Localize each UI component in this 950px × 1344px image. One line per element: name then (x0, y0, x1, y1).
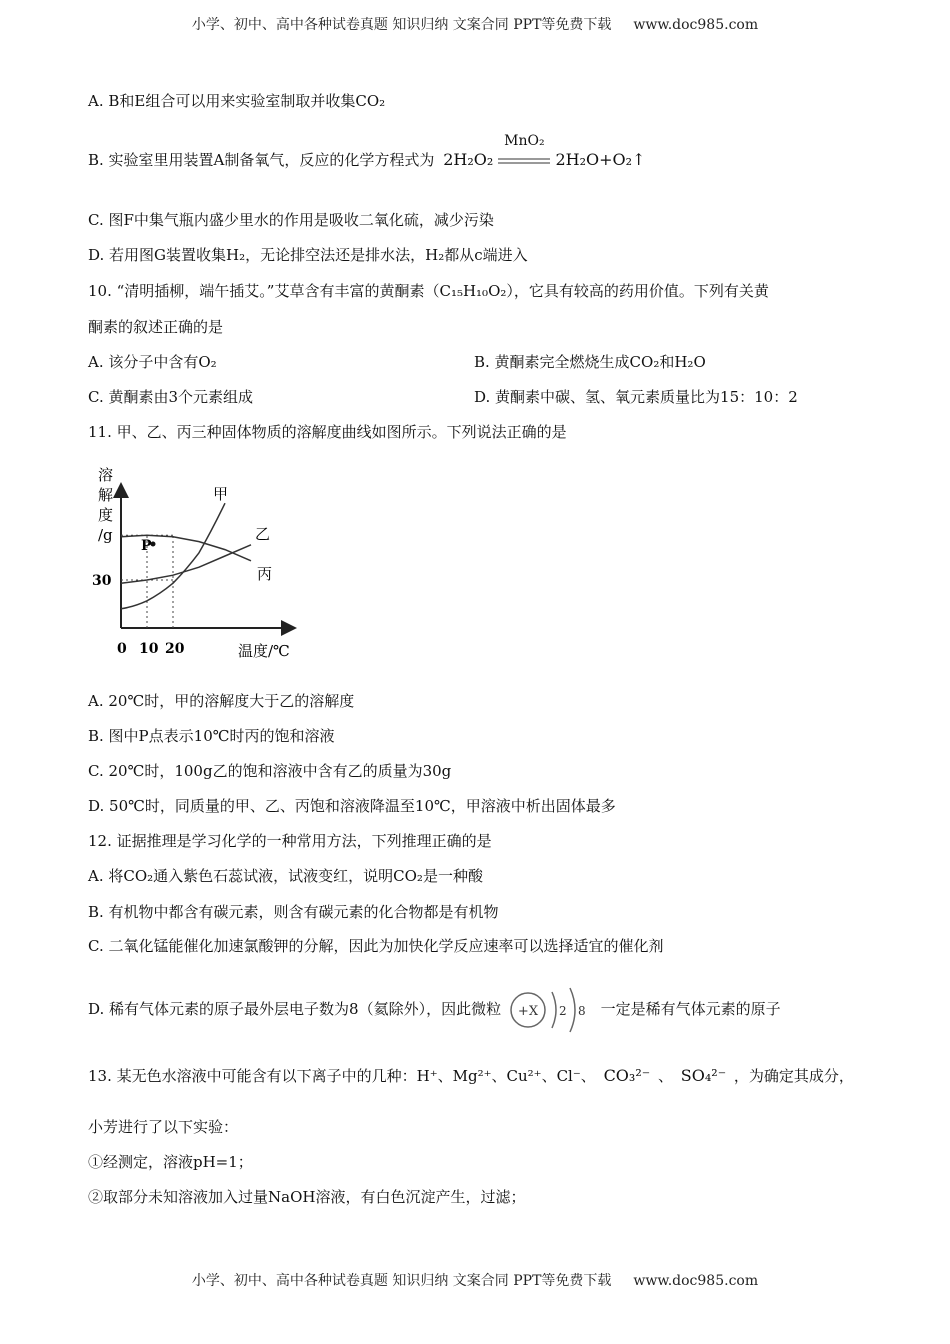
point-p-label: P (141, 538, 152, 554)
q10-option-b: B. 黄酮素完全燃烧生成CO₂和H₂O (474, 353, 706, 371)
q11-option-a: A. 20℃时，甲的溶解度大于乙的溶解度 (88, 692, 355, 710)
q12-option-b: B. 有机物中都含有碳元素，则含有碳元素的化合物都是有机物 (88, 903, 499, 921)
x-axis-label: 温度/℃ (238, 642, 290, 660)
x-tick-10: 10 (139, 641, 159, 657)
atom-nucleus-label: +X (517, 1004, 538, 1019)
q12-option-d (88, 984, 781, 1036)
atom-shell-2 (570, 988, 575, 1032)
y-tick-30: 30 (92, 573, 112, 589)
solubility-chart (90, 462, 310, 662)
q13-step2: ②取部分未知溶液加入过量NaOH溶液，有白色沉淀产生，过滤； (88, 1188, 526, 1206)
q10-stem-line1: 10. “清明插柳，端午插艾。”艾草含有丰富的黄酮素（C₁₅H₁₀O₂），它具有较高的药用价值。下列有关黄 (88, 282, 769, 300)
eq-catalyst: MnO₂ (504, 132, 545, 149)
q12-stem: 12. 证据推理是学习化学的一种常用方法，下列推理正确的是 (88, 832, 492, 850)
q12-option-d-pre: D. 稀有气体元素的原子最外层电子数为8（氦除外），因此微粒 (88, 1000, 502, 1018)
ylabel-char-3: 度 (98, 506, 114, 524)
x-tick-0: 0 (117, 641, 127, 657)
q10-option-c: C. 黄酮素由3个元素组成 (88, 388, 254, 406)
chemical-equation (443, 132, 646, 169)
atom-shell-1 (552, 992, 556, 1028)
ylabel-char-2: 解 (98, 486, 114, 504)
page-header (0, 14, 950, 34)
q11-option-c: C. 20℃时，100g乙的饱和溶液中含有乙的质量为30g (88, 762, 452, 780)
q12-option-a: A. 将CO₂通入紫色石蕊试液，试液变红，说明CO₂是一种酸 (88, 867, 483, 885)
q13-line2: 小芳进行了以下实验： (88, 1118, 239, 1136)
eq-equals-icon (498, 157, 550, 165)
q12-option-c: C. 二氧化锰能催化加速氯酸钾的分解，因此为加快化学反应速率可以选择适宜的催化剂 (88, 937, 664, 955)
q12-option-d-post: 一定是稀有气体元素的原子 (600, 1000, 781, 1018)
q13-step1: ①经测定，溶液pH=1； (88, 1153, 253, 1171)
header-url[interactable]: www.doc985.com (633, 17, 759, 33)
series-label-2: 乙 (255, 524, 271, 543)
ion-separator: 、 (657, 1067, 673, 1085)
q11-option-d: D. 50℃时，同质量的甲、乙、丙饱和溶液降温至10℃，甲溶液中析出固体最多 (88, 797, 616, 815)
eq-condition (498, 132, 550, 165)
ylabel-char-4: /g (98, 526, 113, 544)
q9-option-b-text: B. 实验室里用装置A制备氧气，反应的化学方程式为 (88, 151, 435, 169)
q10-stem-line2: 酮素的叙述正确的是 (88, 318, 224, 336)
q9-option-d: D. 若用图G装置收集H₂，无论排空法还是排水法，H₂都从c端进入 (88, 246, 528, 264)
footer-url[interactable]: www.doc985.com (633, 1273, 759, 1289)
ion-sulfate: SO₄²⁻ (680, 1066, 727, 1085)
q11-stem: 11. 甲、乙、丙三种固体物质的溶解度曲线如图所示。下列说法正确的是 (88, 423, 567, 441)
q9-option-c: C. 图F中集气瓶内盛少里水的作用是吸收二氧化硫，减少污染 (88, 211, 494, 229)
eq-right: 2H₂O+O₂↑ (555, 150, 646, 169)
q9-option-b (88, 132, 646, 170)
plot-area (92, 485, 272, 657)
x-tick-20: 20 (165, 641, 185, 657)
q13-stem-pre: 13. 某无色水溶液中可能含有以下离子中的几种：H⁺、Mg²⁺、Cu²⁺、Cl⁻、 (88, 1067, 596, 1085)
atom-structure-diagram (506, 984, 596, 1036)
q10-option-d: D. 黄酮素中碳、氢、氧元素质量比为15：10：2 (474, 388, 798, 406)
q10-option-a: A. 该分子中含有O₂ (88, 353, 217, 371)
q9-option-a: A. B和E组合可以用来实验室制取并收集CO₂ (88, 92, 386, 110)
q13-stem (88, 1066, 854, 1086)
ylabel-char-1: 溶 (98, 466, 114, 484)
series-label-1: 甲 (213, 485, 229, 504)
eq-left: 2H₂O₂ (443, 150, 494, 169)
footer-title: 小学、初中、高中各种试卷真题 知识归纳 文案合同 PPT等免费下载 (191, 1273, 612, 1289)
q11-option-b: B. 图中P点表示10℃时丙的饱和溶液 (88, 727, 335, 745)
page-footer (0, 1270, 950, 1290)
series-label-3: 丙 (257, 564, 273, 583)
header-title: 小学、初中、高中各种试卷真题 知识归纳 文案合同 PPT等免费下载 (191, 17, 612, 33)
atom-shell2-count: 8 (577, 1004, 586, 1018)
ion-carbonate: CO₃²⁻ (603, 1066, 651, 1085)
q13-stem-post: ，为确定其成分， (733, 1067, 854, 1085)
atom-shell1-count: 2 (558, 1004, 567, 1018)
